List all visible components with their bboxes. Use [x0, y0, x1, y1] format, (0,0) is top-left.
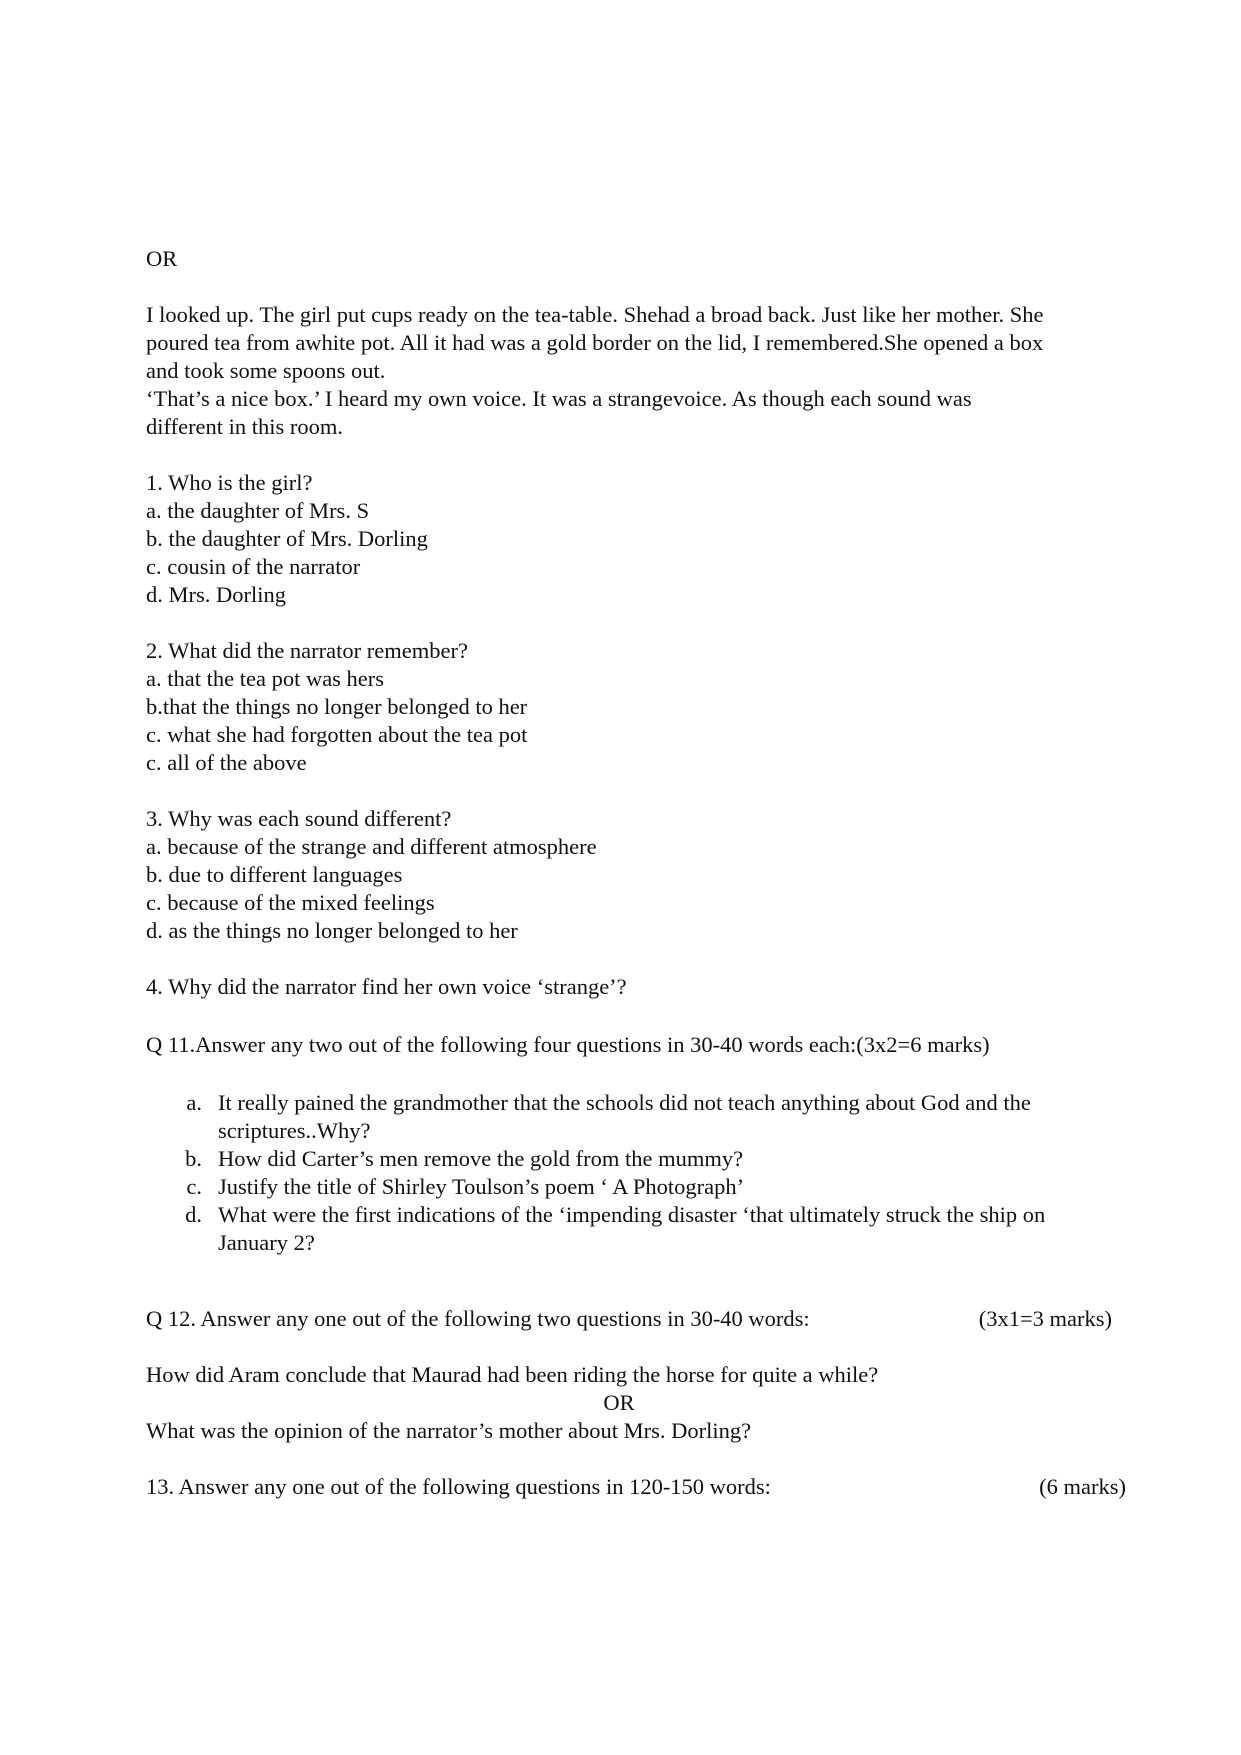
- q13-marks: (6 marks): [1039, 1474, 1126, 1499]
- list-marker: c.: [186, 1174, 202, 1199]
- q11-item-b: [146, 1145, 1126, 1173]
- q12-marks: (3x1=3 marks): [978, 1306, 1112, 1331]
- option-b: b.that the things no longer belonged to her: [146, 694, 528, 719]
- option-b: b. the daughter of Mrs. Dorling: [146, 526, 428, 551]
- document-page: [146, 245, 1126, 1501]
- question-block-2: [146, 637, 1126, 777]
- question-block-3: [146, 805, 1126, 945]
- q11-item-text: January 2?: [218, 1230, 315, 1255]
- passage-line: ‘That’s a nice box.’ I heard my own voice. It was a strangevoice. As though each sound was: [146, 386, 972, 411]
- option-c: c. what she had forgotten about the tea pot: [146, 722, 528, 747]
- q13-heading: 13. Answer any one out of the following questions in 120-150 words:: [146, 1474, 771, 1499]
- question-text: 1. Who is the girl?: [146, 470, 313, 495]
- q12-or-label: OR: [603, 1390, 635, 1415]
- list-marker: a.: [186, 1090, 202, 1115]
- q11-list: [146, 1089, 1126, 1257]
- list-marker: b.: [185, 1146, 202, 1171]
- q12-question-b: What was the opinion of the narrator’s mother about Mrs. Dorling?: [146, 1418, 752, 1443]
- option-a: a. that the tea pot was hers: [146, 666, 385, 691]
- question-text: 3. Why was each sound different?: [146, 806, 452, 831]
- q11-item-text: Justify the title of Shirley Toulson’s poem ‘ A Photograph’: [218, 1174, 745, 1199]
- q11-item-d: [146, 1201, 1126, 1257]
- q12-question-a: How did Aram conclude that Maurad had been riding the horse for quite a while?: [146, 1362, 879, 1387]
- q11-item-c: [146, 1173, 1126, 1201]
- q11-item-text: scriptures..Why?: [218, 1118, 371, 1143]
- option-c: c. because of the mixed feelings: [146, 890, 435, 915]
- q12-heading-row: [146, 1305, 1126, 1333]
- option-c: c. cousin of the narrator: [146, 554, 361, 579]
- passage-line: poured tea from awhite pot. All it had was a gold border on the lid, I remembered.She opened a box: [146, 330, 1044, 355]
- q11-section: [146, 1031, 1126, 1257]
- passage-section: [146, 245, 1126, 441]
- question-text: 4. Why did the narrator find her own voice ‘strange’?: [146, 974, 627, 999]
- q13-heading-row: [146, 1473, 1126, 1501]
- q11-item-a: [146, 1089, 1126, 1145]
- option-b: b. due to different languages: [146, 862, 403, 887]
- question-block-4: [146, 973, 1126, 1001]
- q12-heading: Q 12. Answer any one out of the following two questions in 30-40 words:: [146, 1306, 810, 1331]
- option-a: a. because of the strange and different atmosphere: [146, 834, 597, 859]
- question-block-1: [146, 469, 1126, 609]
- q11-item-text: How did Carter’s men remove the gold from the mummy?: [218, 1146, 744, 1171]
- list-marker: d.: [185, 1202, 202, 1227]
- q13-section: [146, 1473, 1126, 1501]
- q12-section: [146, 1305, 1126, 1445]
- option-d: d. as the things no longer belonged to her: [146, 918, 518, 943]
- q11-heading: Q 11.Answer any two out of the following four questions in 30-40 words each:(3x2=6 marks): [146, 1032, 990, 1057]
- q11-item-text: It really pained the grandmother that the schools did not teach anything about God and the: [218, 1090, 1031, 1115]
- option-d: c. all of the above: [146, 750, 307, 775]
- or-label: OR: [146, 246, 178, 271]
- question-text: 2. What did the narrator remember?: [146, 638, 468, 663]
- passage-line: and took some spoons out.: [146, 358, 386, 383]
- passage-line: I looked up. The girl put cups ready on the tea-table. Shehad a broad back. Just like her mother. She: [146, 302, 1044, 327]
- passage-line: different in this room.: [146, 414, 344, 439]
- option-a: a. the daughter of Mrs. S: [146, 498, 370, 523]
- option-d: d. Mrs. Dorling: [146, 582, 286, 607]
- q11-item-text: What were the first indications of the ‘impending disaster ‘that ultimately struck the ship on: [218, 1202, 1046, 1227]
